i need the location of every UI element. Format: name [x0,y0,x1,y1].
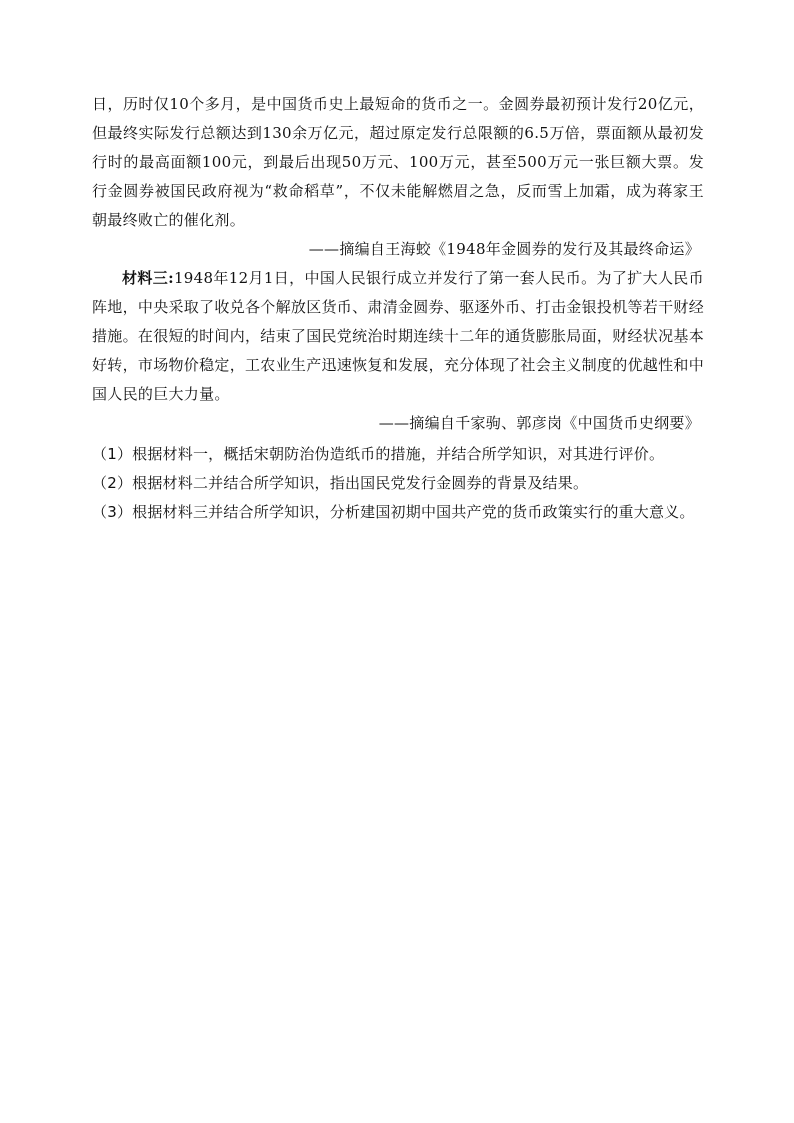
material-three-paragraph [92,264,704,409]
question-2: （2）根据材料二并结合所学知识，指出国民党发行金圆券的背景及结果。 [92,474,589,492]
exam-page [92,90,704,527]
material-two-source: ——摘编自王海蛟《1948年金圆券的发行及其最终命运》 [308,240,700,258]
question-3: （3）根据材料三并结合所学知识，分析建国初期中国共产党的货币政策实行的重大意义。 [92,503,695,521]
material-three-label: 材料三: [122,269,174,287]
question-1: （1）根据材料一，概括宋朝防治伪造纸币的措施，并结合所学知识，对其进行评价。 [92,445,665,463]
material-three-source: ——摘编自千家驹、郭彦岗《中国货币史纲要》 [378,414,700,432]
material-two-continuation: 日，历时仅10个多月，是中国货币史上最短命的货币之一。金圆券最初预计发行20亿元，但最终实际发行总额达到130余万亿元，超过原定发行总限额的6.5万倍，票面额从最初发行时的最高面额100元，到最后出现50万元、100万元，甚至500万元一张巨额大票。发行金圆券被国民政府视为“救命稻草”，不仅未能解燃眉之急，反而雪上加霜，成为蒋家王朝最终败亡的催化剂。 [92,95,704,229]
material-three-text: 1948年12月1日，中国人民银行成立并发行了第一套人民币。为了扩大人民币阵地，中央采取了收兑各个解放区货币、肃清金圆券、驱逐外币、打击金银投机等若干财经措施。在很短的时间内，结束了国民党统治时期连续十二年的通货膨胀局面，财经状况基本好转，市场物价稳定，工农业生产迅速恢复和发展，充分体现了社会主义制度的优越性和中国人民的巨大力量。 [92,269,705,403]
